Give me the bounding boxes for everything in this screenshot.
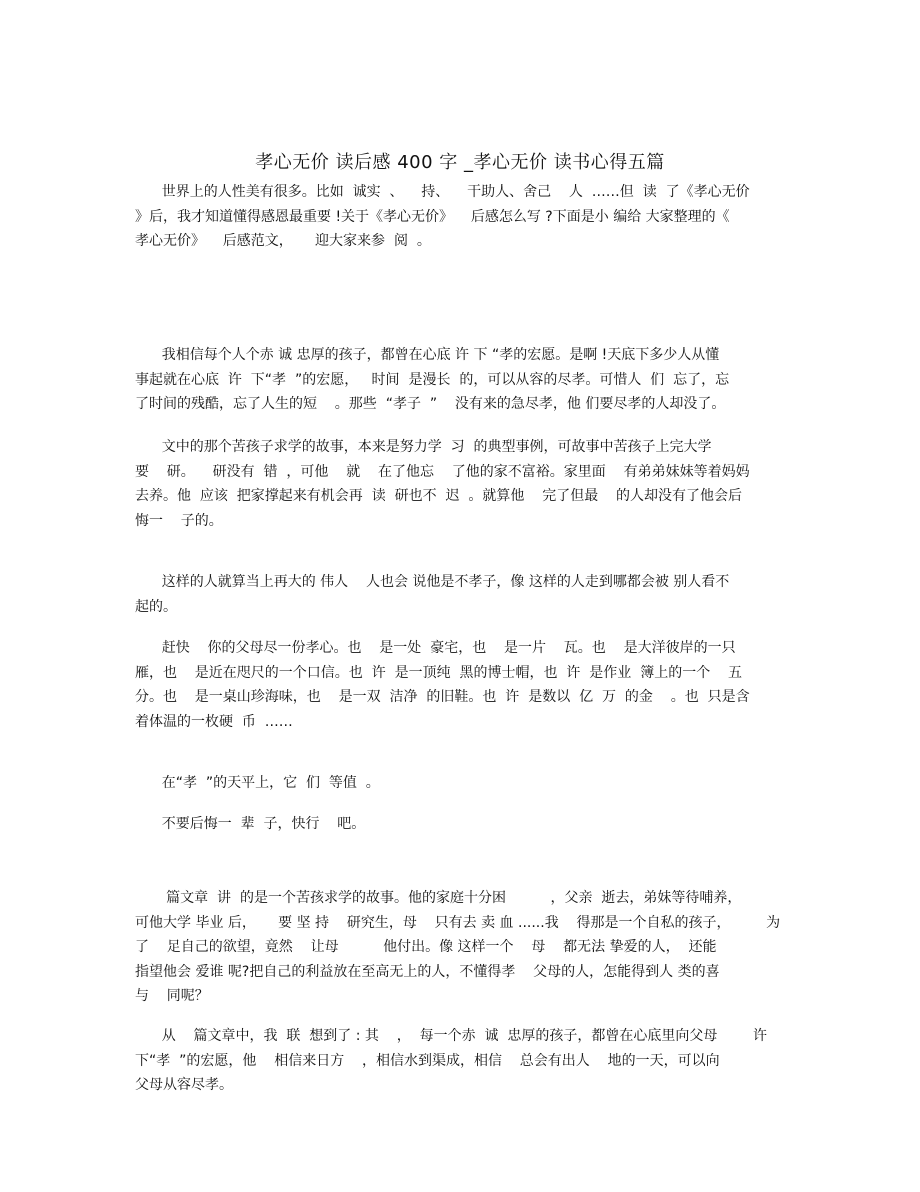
text-line: 悔一 子的。 (135, 512, 223, 529)
text-line: 要 研。 研没有 错 ，可他 就 在了他忘 了他的家不富裕。家里面 有弟弟妹妹等着妈妈 (135, 463, 750, 480)
paragraph-poor-child-story (135, 435, 785, 533)
text-line: 这样的人就算当上再大的 伟人 人也会 说他是不孝子，像 这样的人走到哪都会被 别人看不 (135, 574, 730, 590)
paragraph-scale (135, 771, 785, 796)
text-line: 赶快 你的父母尽一份孝心。也 是一处 豪宅，也 是一片 瓦。也 是大洋彼岸的一只 (135, 640, 736, 656)
text-line: 雁，也 是近在咫尺的一个口信。也 许 是一顶纯 黑的博士帽，也 许 是作业 簿上的一个 五 (135, 664, 743, 681)
text-line: 我相信每个人个赤 诚 忠厚的孩子，都曾在心底 许 下 “孝的宏愿。是啊 !天底下多少人从懂 (135, 347, 720, 363)
text-line: 在“孝 ”的天平上，它 们 等值 。 (135, 775, 380, 791)
text-line: 篇文章 讲 的是一个苦孩求学的故事。他的家庭十分困 ，父亲 逝去，弟妹等待哺养， (135, 890, 742, 906)
text-line: 文中的那个苦孩子求学的故事，本来是努力学 习 的典型事例，可故事中苦孩子上完大学 (135, 439, 712, 455)
paragraph-unfilial-person (135, 570, 785, 619)
paragraph-no-regret (135, 812, 785, 837)
text-line: 下“孝 ”的宏愿，他 相信来日方 ，相信水到渠成，相信 总会有出人 地的一天，可以向 (135, 1052, 720, 1069)
text-line: 指望他会 爱谁 呢?把自己的利益放在至高无上的人，不懂得孝 父母的人，怎能得到人 类的喜 (135, 963, 720, 980)
text-line: 父母从容尽孝。 (135, 1077, 233, 1093)
document-title: 孝心无价 读后感 400 字 _孝心无价 读书心得五篇 (255, 152, 665, 173)
text-line: 可他大学 毕业 后， 要 坚 持 研究生，母 只有去 卖 血 ......我 得那是一个自私的孩子， 为 (135, 914, 781, 931)
text-line: 着体温的一枚硬 币 …… (135, 713, 293, 730)
text-line: 去养。他 应该 把家撑起来有机会再 读 研也不 迟 。就算他 完了但最 的人却没有了他会后 (135, 488, 743, 504)
paragraph-filial-wish (135, 343, 785, 417)
paragraph-second-essay (135, 886, 785, 1009)
text-line: 分。也 是一桌山珍海味，也 是一双 洁净 的旧鞋。也 许 是数以 亿 万 的金 。也 只是含 (135, 689, 750, 705)
text-line: 了时间的残酷，忘了人生的短 。那些 “孝子 ” 没有来的急尽孝，他 们要尽孝的人却没了。 (135, 396, 726, 412)
text-line: 不要后悔一 辈 子，快行 吧。 (135, 816, 366, 832)
text-line: 》后，我才知道懂得感恩最重要 !关于《孝心无价》 后感怎么写 ?下面是小 编给 大家整理的《 (135, 208, 730, 225)
text-line: 事起就在心底 许 下“孝 ”的宏愿， 时间 是漫长 的，可以从容的尽孝。可惜人 们 忘了，忘 (135, 371, 730, 388)
paragraph-association (135, 1024, 785, 1098)
text-line: 起的。 (135, 598, 177, 615)
text-line: 与 同呢？ (135, 988, 209, 1004)
paragraph-intro (135, 180, 785, 254)
text-line: 从 篇文章中，我 联 想到了 : 其 ， 每一个赤 诚 忠厚的孩子，都曾在心底里向父母 许 (135, 1028, 768, 1044)
text-line: 了 足自己的欲望，竟然 让母 他付出。像 这样一个 母 都无法 挚爱的人， 还能 (135, 939, 717, 955)
text-line: 世界上的人性美有很多。比如 诚实 、 持、 干助人、舍己 人 ……但 读 了《孝心无价 (135, 184, 750, 200)
text-line: 孝心无价》 后感范文， 迎大家来参 阅 。 (135, 233, 431, 249)
paragraph-hurry-filial (135, 636, 785, 734)
